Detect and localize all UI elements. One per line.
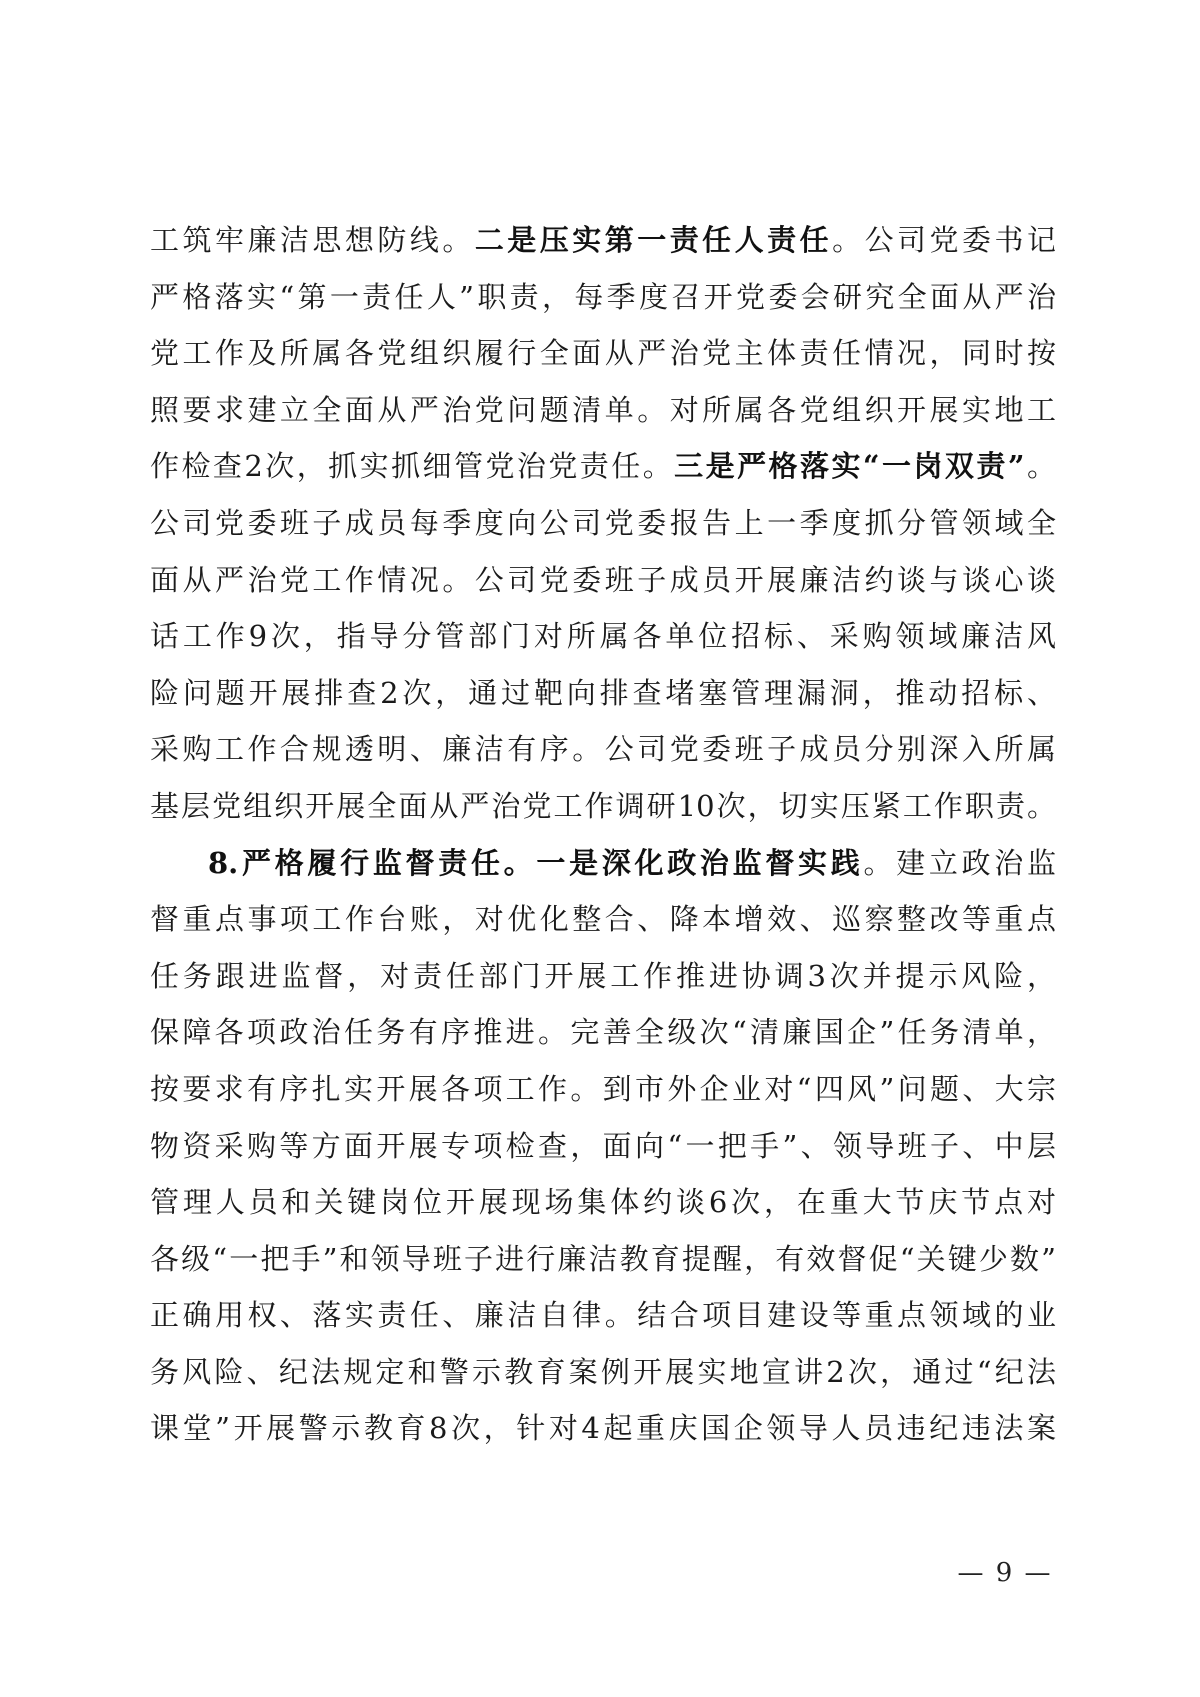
text-line <box>150 1180 1056 1237</box>
text-segment: 。建立政治监 <box>863 845 1056 880</box>
text-segment: 工筑牢廉洁思想防线。 <box>150 223 475 257</box>
text-segment: 照要求建立全面从严治党问题清单。对所属各党组织开展实地工 <box>150 392 1056 427</box>
text-line <box>150 1124 1056 1181</box>
text-segment: 险问题开展排查2次，通过靶向排查堵塞管理漏洞，推动招标、 <box>150 675 1056 710</box>
text-segment: 按要求有序扎实开展各项工作。到市外企业对“四风”问题、大宗 <box>150 1071 1056 1106</box>
bold-heading-segment: 二是压实第一责任人责任 <box>474 223 833 257</box>
text-line <box>150 1067 1056 1124</box>
text-segment: 管理人员和关键岗位开展现场集体约谈6次，在重大节庆节点对 <box>150 1185 1056 1220</box>
text-line <box>150 954 1056 1011</box>
text-line <box>150 218 1056 275</box>
text-line <box>150 1293 1056 1350</box>
text-segment: 物资采购等方面开展专项检查，面向“一把手”、领导班子、中层 <box>150 1128 1056 1163</box>
text-segment: 务风险、纪法规定和警示教育案例开展实地宣讲2次，通过“纪法 <box>150 1354 1056 1389</box>
text-segment: 严格落实“第一责任人”职责，每季度召开党委会研究全面从严治 <box>150 279 1056 314</box>
text-line <box>150 275 1056 332</box>
text-segment: 。公司党委书记 <box>832 223 1056 257</box>
text-segment: 基层党组织开展全面从严治党工作调研10次，切实压紧工作职责。 <box>150 788 1056 823</box>
bold-heading-segment: 8.严格履行监督责任。一是深化政治监督实践 <box>208 845 864 880</box>
text-line <box>150 897 1056 954</box>
text-line <box>150 444 1056 501</box>
text-segment: 督重点事项工作台账，对优化整合、降本增效、巡察整改等重点 <box>150 902 1056 937</box>
text-line <box>150 784 1056 841</box>
text-line <box>150 614 1056 671</box>
text-segment: 。 <box>1024 449 1056 484</box>
text-segment: 话工作9次，指导分管部门对所属各单位招标、采购领域廉洁风 <box>150 619 1056 654</box>
text-line <box>150 388 1056 445</box>
page-number: — 9 — <box>957 1558 1053 1588</box>
text-segment: 党工作及所属各党组织履行全面从严治党主体责任情况，同时按 <box>150 336 1056 371</box>
text-line <box>150 558 1056 615</box>
text-line <box>150 1010 1056 1067</box>
text-segment: 公司党委班子成员每季度向公司党委报告上一季度抓分管领域全 <box>150 505 1056 540</box>
text-line <box>150 331 1056 388</box>
text-segment: 面从严治党工作情况。公司党委班子成员开展廉洁约谈与谈心谈 <box>150 562 1056 597</box>
text-line <box>150 841 1056 898</box>
text-segment: 保障各项政治任务有序推进。完善全级次“清廉国企”任务清单， <box>150 1015 1056 1050</box>
text-line <box>150 1237 1056 1294</box>
text-line <box>150 1406 1056 1463</box>
text-line <box>150 1350 1056 1407</box>
text-line <box>150 727 1056 784</box>
text-segment: 作检查2次，抓实抓细管党治党责任。 <box>150 449 675 484</box>
bold-heading-segment: 三是严格落实“一岗双责” <box>674 449 1025 484</box>
text-line <box>150 671 1056 728</box>
text-segment: 正确用权、落实责任、廉洁自律。结合项目建设等重点领域的业 <box>150 1298 1056 1333</box>
text-segment: 采购工作合规透明、廉洁有序。公司党委班子成员分别深入所属 <box>150 732 1056 767</box>
text-segment: 各级“一把手”和领导班子进行廉洁教育提醒，有效督促“关键少数” <box>150 1241 1056 1276</box>
text-segment: 课堂”开展警示教育8次，针对4起重庆国企领导人员违纪违法案 <box>150 1411 1056 1446</box>
text-line <box>150 501 1056 558</box>
body-text <box>150 218 1056 1463</box>
text-segment: 任务跟进监督，对责任部门开展工作推进协调3次并提示风险， <box>150 958 1056 993</box>
